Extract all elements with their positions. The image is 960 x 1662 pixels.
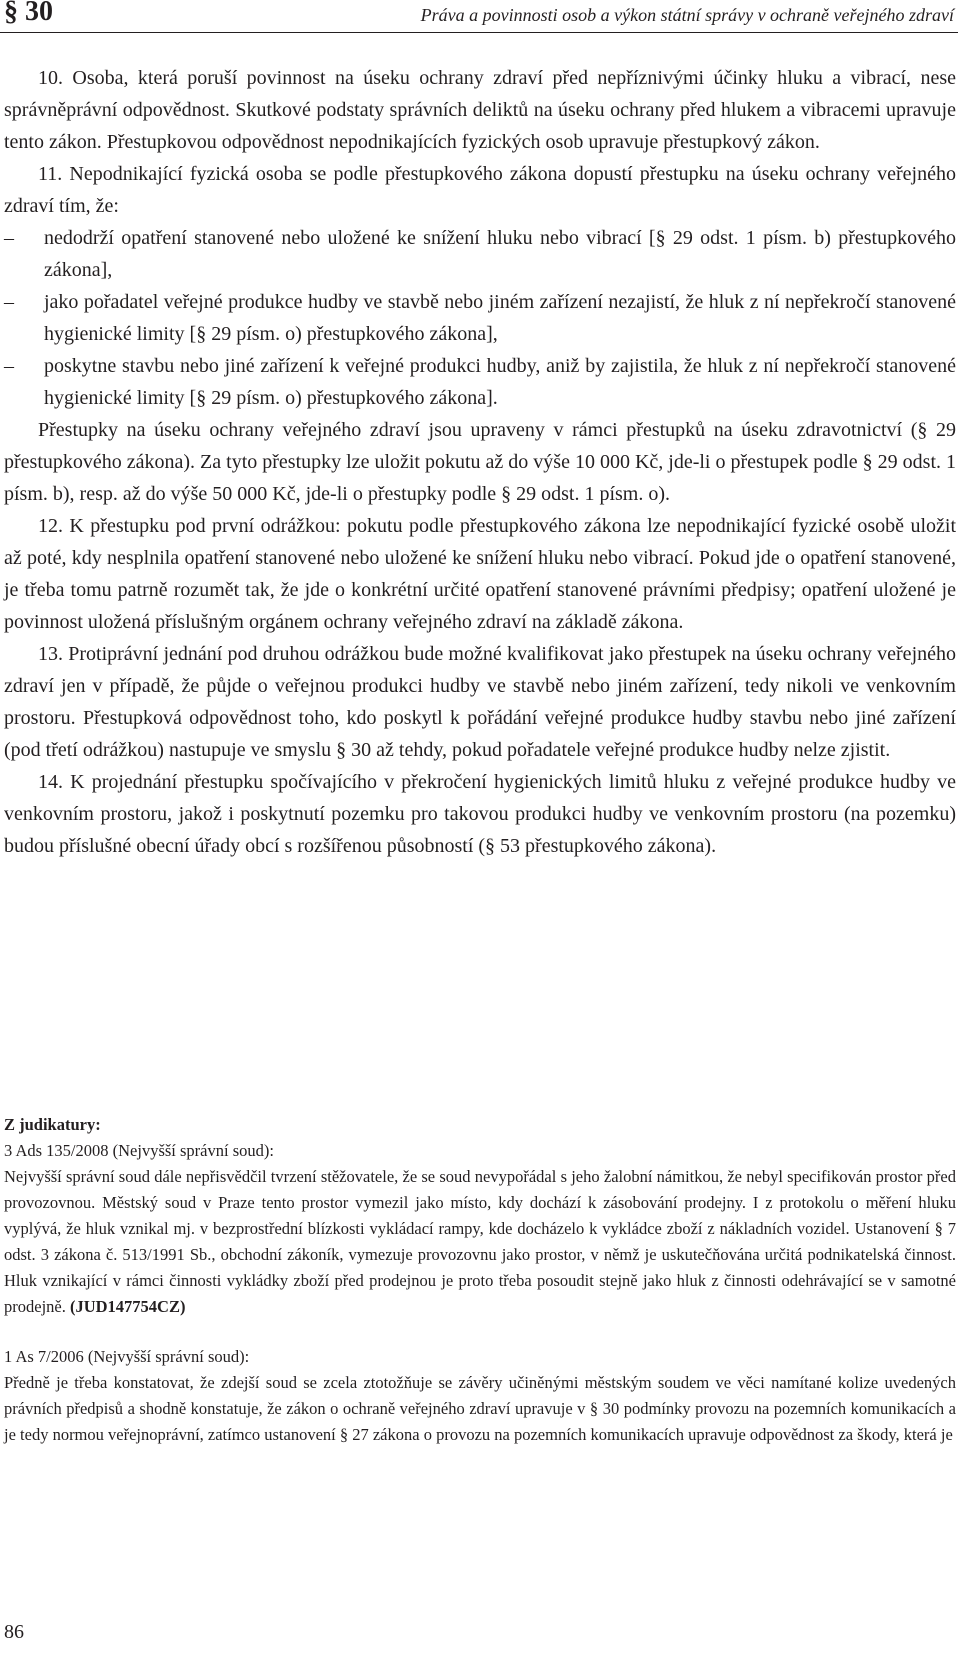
list-item	[4, 350, 956, 414]
spacer	[4, 1320, 956, 1344]
paragraph-14: 14. K projednání přestupku spočívajícího v překročení hygienických limitů hluku z veřejné produkce hudby ve venkovním prostoru, jakož i poskytnutí pozemku pro takovou produkci hudby ve venkovním prostoru (na pozemku) budou příslušné obecní úřady obcí s rozšířenou působností (§ 53 přestupkového zákona).	[4, 771, 956, 857]
list-item-text: poskytne stavbu nebo jiné zařízení k veřejné produkci hudby, aniž by zajistila, že hluk z ní nepřekročí stanovené hygienické limity [§ 29 písm. o) přestupkového zákona].	[44, 355, 956, 409]
dash-bullet: –	[4, 291, 14, 313]
paragraph-12: 12. K přestupku pod první odrážkou: pokutu podle přestupkového zákona lze nepodnikající fyzické osobě uložit až poté, kdy nesplnila opatření stanovené nebo uložené ke snížení hluku nebo vibrací. Pokud jde o opatření stanovené, je třeba tomu patrně rozumět tak, že jde o konkrétní určité opatření stanovené právními předpisy; opatření uložené je povinnost uložená příslušným orgánem ochrany veřejného zdraví na základě zákona.	[4, 515, 956, 633]
list-item	[4, 222, 956, 286]
page-header	[0, 0, 958, 33]
list-item-text: jako pořadatel veřejné produkce hudby ve stavbě nebo jiném zařízení nezajistí, že hluk z ní nepřekročí stanovené hygienické limity [§ 29 písm. o) přestupkového zákona],	[44, 291, 956, 345]
case-text	[4, 1164, 956, 1320]
case-code: (JUD147754CZ)	[69, 1297, 186, 1316]
paragraph-11-penalties: Přestupky na úseku ochrany veřejného zdraví jsou upraveny v rámci přestupků na úseku zdravotnictví (§ 29 přestupkového zákona). Za tyto přestupky lze uložit pokutu až do výše 10 000 Kč, jde-li o přestupek podle § 29 odst. 1 písm. b), resp. až do výše 50 000 Kč, jde-li o přestupky podle § 29 odst. 1 písm. o).	[4, 419, 957, 505]
case-law-heading: Z judikatury:	[4, 1115, 101, 1134]
main-text	[4, 62, 956, 862]
case-reference: 1 As 7/2006 (Nejvyšší správní soud):	[4, 1347, 250, 1366]
paragraph-13: 13. Protiprávní jednání pod druhou odrážkou bude možné kvalifikovat jako přestupek na úseku ochrany veřejného zdraví jen v případě, že půjde o veřejnou produkci hudby ve stavbě nebo jiném zařízení, tedy nikoli ve venkovním prostoru. Přestupková odpovědnost toho, kdo poskytl k pořádání veřejné produkce hudby stavbu nebo jiné zařízení (pod třetí odrážkou) nastupuje ve smyslu § 30 až tehdy, pokud pořadatele veřejné produkce hudby nelze zjistit.	[4, 643, 956, 761]
offense-list	[4, 222, 956, 414]
case-law-section	[4, 1112, 956, 1448]
dash-bullet: –	[4, 227, 14, 249]
list-item-text: nedodrží opatření stanovené nebo uložené ke snížení hluku nebo vibrací [§ 29 odst. 1 písm. b) přestupkového zákona],	[44, 227, 956, 281]
case-text-body: Nejvyšší správní soud dále nepřisvědčil tvrzení stěžovatele, že se soud nevypořádal s jeho žalobní námitkou, že nebyl specifikován prostor před provozovnou. Městský soud v Praze tento prostor vymezil jako místo, kdy dochází k zásobování prodejny. I z protokolu o měření hluku vyplývá, že hluk vznikal mj. v bezprostřední blízkosti vykládací rampy, kde docházelo k vykládce zboží z nákladních vozidel. Ustanovení § 7 odst. 3 zákona č. 513/1991 Sb., obchodní zákoník, vymezuje provozovnu jako prostor, v němž je uskutečňována určitá podnikatelská činnost. Hluk vznikající v rámci činnosti vykládky zboží před prodejnou je proto třeba posoudit stejně jako hluk z činnosti odehrávající se v samotné prodejně.	[4, 1167, 956, 1316]
case-text: Předně je třeba konstatovat, že zdejší soud se zcela ztotožňuje se závěry učiněnými městským soudem ve věci namítané kolize uvedených právních předpisů a shodně konstatuje, že zákon o ochraně veřejného zdraví upravuje v § 30 podmínky provozu na pozemních komunikacích a je tedy normou veřejnoprávní, zatímco ustanovení § 27 zákona o provozu na pozemních komunikacích upravuje odpovědnost za škody, která je	[4, 1373, 956, 1444]
section-number: § 30	[4, 0, 53, 27]
paragraph-11: 11. Nepodnikající fyzická osoba se podle přestupkového zákona dopustí přestupku na úseku ochrany veřejného zdraví tím, že:	[4, 163, 956, 217]
dash-bullet: –	[4, 355, 14, 377]
running-title: Práva a povinnosti osob a výkon státní správy v ochraně veřejného zdraví	[420, 5, 954, 25]
list-item	[4, 286, 956, 350]
paragraph-10: 10. Osoba, která poruší povinnost na úseku ochrany zdraví před nepříznivými účinky hluku a vibrací, nese správněprávní odpovědnost. Skutkové podstaty správních deliktů na úseku ochrany před hlukem a vibracemi upravuje tento zákon. Přestupkovou odpovědnost nepodnikajících fyzických osob upravuje přestupkový zákon.	[4, 67, 956, 153]
page-number: 86	[4, 1621, 24, 1643]
case-reference: 3 Ads 135/2008 (Nejvyšší správní soud):	[4, 1141, 274, 1160]
